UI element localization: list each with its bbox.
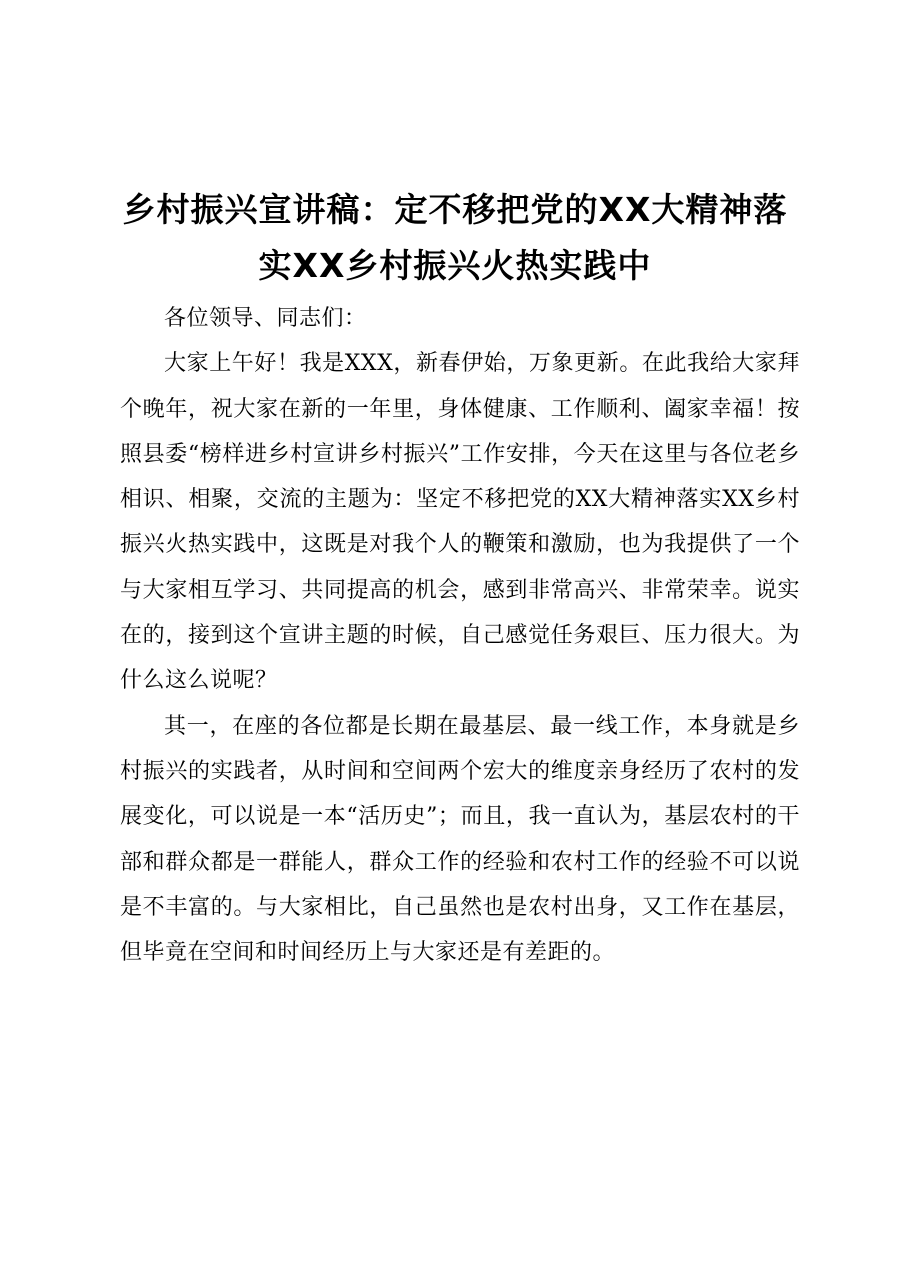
title-line-2: 实XX乡村振兴火热实践中 <box>258 246 652 286</box>
paragraph-first-point: 其一，在座的各位都是长期在最基层、最一线工作，本身就是乡村振兴的实践者，从时间和空间两个宏大的维度亲身经历了农村的发展变化，可以说是一本“活历史”；而且，我一直认为，基层农村的干部和群众都是一群能人，群众工作的经验和农村工作的经验不可以说是不丰富的。与大家相比，自己虽然也是农村出身，又工作在基层，但毕竟在空间和时间经历上与大家还是有差距的。 <box>120 713 800 966</box>
document-title <box>110 182 800 294</box>
paragraph-salutation: 各位领导、同志们： <box>164 306 367 331</box>
document-body <box>120 296 800 975</box>
title-line-1: 乡村振兴宣讲稿：定不移把党的XX大精神落 <box>122 190 788 230</box>
paragraph-greeting: 大家上午好！我是XXX，新春伊始，万象更新。在此我给大家拜个晚年，祝大家在新的一年里，身体健康、工作顺利、阖家幸福！按照县委“榜样进乡村宣讲乡村振兴”工作安排，今天在这里与各位老乡相识、相聚，交流的主题为：坚定不移把党的XX大精神落实XX乡村振兴火热实践中，这既是对我个人的鞭策和激励，也为我提供了一个与大家相互学习、共同提高的机会，感到非常高兴、非常荣幸。说实在的，接到这个宣讲主题的时候，自己感觉任务艰巨、压力很大。为什么这么说呢？ <box>120 351 800 694</box>
